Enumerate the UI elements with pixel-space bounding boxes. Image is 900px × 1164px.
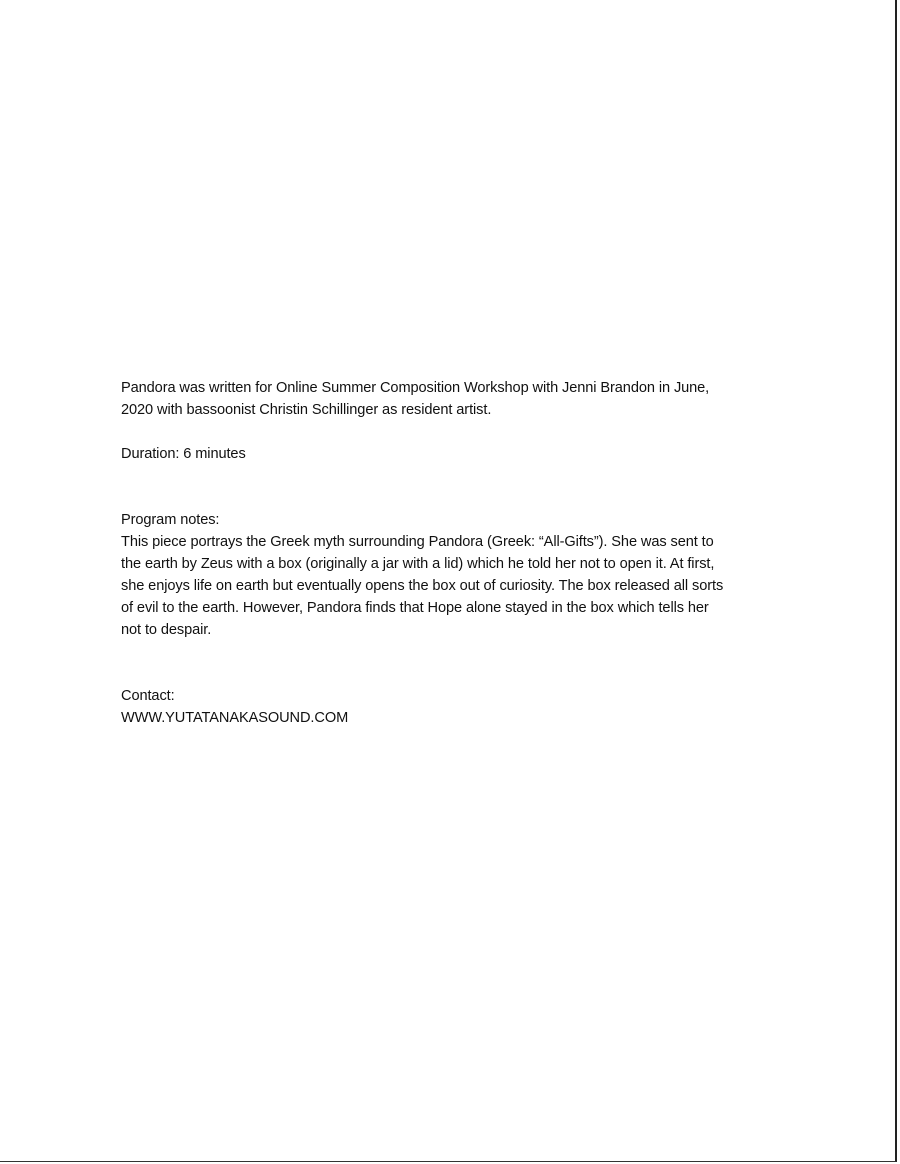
program-notes-line: she enjoys life on earth but eventually opens the box out of curiosity. The box released all sorts <box>121 578 724 594</box>
intro-line: Pandora was written for Online Summer Composition Workshop with Jenni Brandon in June, <box>121 380 710 396</box>
intro-line: 2020 with bassoonist Christin Schillinger as resident artist. <box>121 402 492 418</box>
contact-url: WWW.YUTATANAKASOUND.COM <box>121 710 349 726</box>
spacer <box>121 421 811 443</box>
spacer <box>121 465 811 509</box>
program-notes-section <box>121 509 811 641</box>
program-notes-heading: Program notes: <box>121 512 220 528</box>
intro-paragraph <box>121 377 811 421</box>
contact-heading: Contact: <box>121 688 175 704</box>
duration-text: Duration: 6 minutes <box>121 446 246 462</box>
program-notes-line: of evil to the earth. However, Pandora finds that Hope alone stayed in the box which tells her <box>121 600 709 616</box>
program-notes-line: This piece portrays the Greek myth surrounding Pandora (Greek: “All-Gifts”). She was sent to <box>121 534 714 550</box>
document-body <box>121 377 811 729</box>
spacer <box>121 641 811 685</box>
program-notes-line: the earth by Zeus with a box (originally a jar with a lid) which he told her not to open it. At first, <box>121 556 715 572</box>
contact-section <box>121 685 811 729</box>
program-notes-line: not to despair. <box>121 622 212 638</box>
